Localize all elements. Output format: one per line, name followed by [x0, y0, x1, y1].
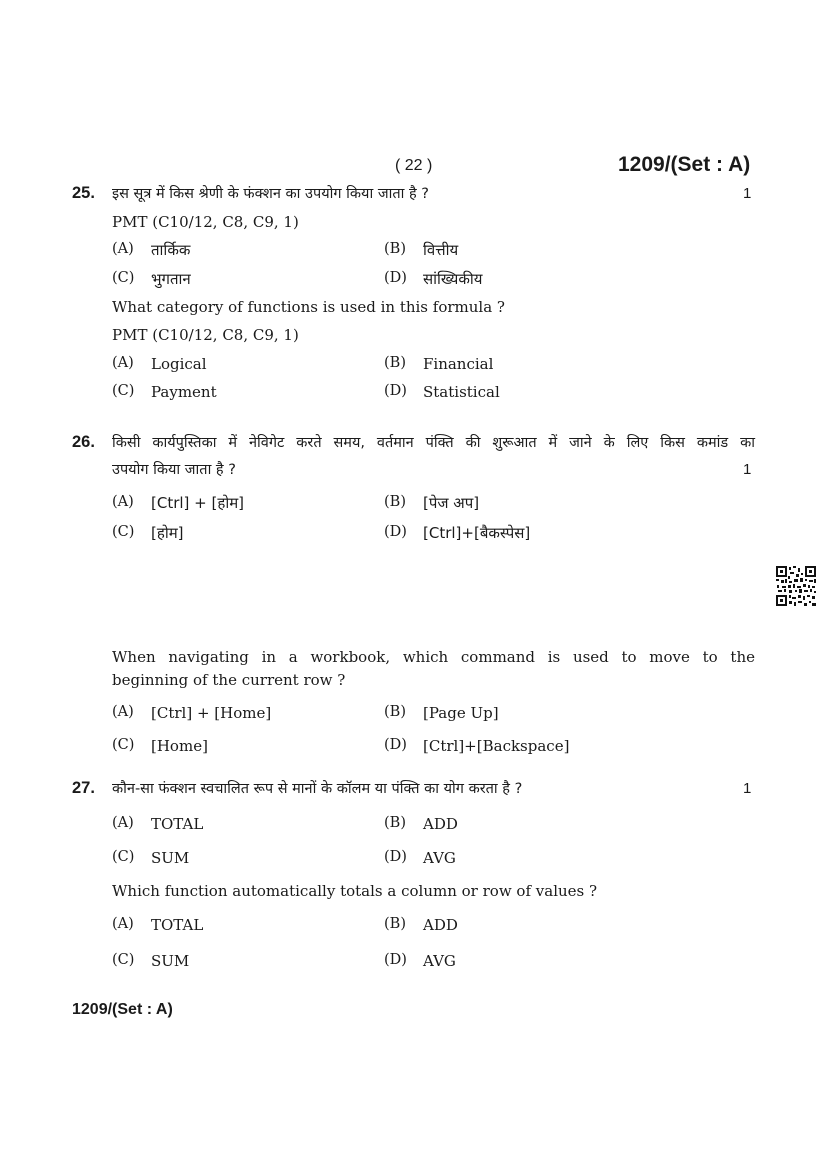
question-number-25: 25.	[72, 184, 95, 202]
q27-hi-option-b-text: ADD	[423, 815, 458, 833]
question-25-hindi-formula: PMT (C10/12, C8, C9, 1)	[112, 213, 299, 231]
q25-hi-option-b-text: वित्तीय	[423, 241, 459, 259]
question-25-english-text: What category of functions is used in this formula ?	[112, 298, 505, 316]
question-26-marks: 1	[743, 461, 752, 478]
question-26-hindi-line2: उपयोग किया जाता है ?	[112, 462, 236, 478]
q27-hi-option-c-letter: (C)	[112, 849, 135, 865]
q25-en-option-d-letter: (D)	[384, 383, 407, 399]
q27-hi-option-a-text: TOTAL	[151, 815, 204, 833]
q27-hi-option-d-letter: (D)	[384, 849, 407, 865]
q26-hi-option-a-text: [Ctrl] + [होम]	[151, 494, 245, 512]
q27-en-option-c-text: SUM	[151, 952, 190, 970]
question-27-marks: 1	[743, 780, 752, 797]
question-26-english-line1: When navigating in a workbook, which command is used to move to the	[112, 648, 755, 666]
q27-en-option-d-letter: (D)	[384, 952, 407, 968]
q25-hi-option-c-letter: (C)	[112, 270, 135, 286]
q26-en-option-b-text: [Page Up]	[423, 704, 499, 722]
q27-hi-option-a-letter: (A)	[112, 815, 134, 831]
question-27-hindi-text: कौन-सा फंक्शन स्वचालित रूप से मानों के कॉलम या पंक्ति का योग करता है ?	[112, 781, 523, 797]
q26-hi-option-c-letter: (C)	[112, 524, 135, 540]
q26-en-option-c-text: [Home]	[151, 737, 208, 755]
q27-en-option-a-text: TOTAL	[151, 916, 204, 934]
q26-hi-option-a-letter: (A)	[112, 494, 134, 510]
q27-en-option-b-letter: (B)	[384, 916, 406, 932]
q27-en-option-d-text: AVG	[423, 952, 456, 970]
q26-en-option-a-letter: (A)	[112, 704, 134, 720]
question-25-marks: 1	[743, 185, 752, 202]
set-code-header: 1209/(Set : A)	[618, 153, 751, 176]
q27-hi-option-d-text: AVG	[423, 849, 456, 867]
question-26-hindi-line1: किसी कार्यपुस्तिका में नेविगेट करते समय, वर्तमान पंक्ति की शुरूआत में जाने के लिए किस कमांड का	[112, 435, 755, 451]
q26-en-option-d-letter: (D)	[384, 737, 407, 753]
q25-hi-option-b-letter: (B)	[384, 241, 406, 257]
set-code-footer: 1209/(Set : A)	[72, 1001, 173, 1018]
q26-en-option-d-text: [Ctrl]+[Backspace]	[423, 737, 570, 755]
q26-hi-option-d-text: [Ctrl]+[बैकस्पेस]	[423, 524, 531, 542]
q25-hi-option-a-letter: (A)	[112, 241, 134, 257]
q25-en-option-b-letter: (B)	[384, 355, 406, 371]
q26-hi-option-b-text: [पेज अप]	[423, 494, 480, 512]
q27-hi-option-c-text: SUM	[151, 849, 190, 867]
q25-en-option-c-letter: (C)	[112, 383, 135, 399]
q26-en-option-c-letter: (C)	[112, 737, 135, 753]
q25-en-option-a-letter: (A)	[112, 355, 134, 371]
q26-hi-option-b-letter: (B)	[384, 494, 406, 510]
question-27-english-text: Which function automatically totals a column or row of values ?	[112, 882, 598, 900]
question-number-26: 26.	[72, 433, 95, 451]
q27-hi-option-b-letter: (B)	[384, 815, 406, 831]
q25-en-option-b-text: Financial	[423, 355, 494, 373]
q27-en-option-b-text: ADD	[423, 916, 458, 934]
q25-hi-option-d-letter: (D)	[384, 270, 407, 286]
q26-en-option-b-letter: (B)	[384, 704, 406, 720]
page-number: ( 22 )	[395, 157, 433, 174]
q27-en-option-c-letter: (C)	[112, 952, 135, 968]
q25-en-option-d-text: Statistical	[423, 383, 500, 401]
question-25-english-formula: PMT (C10/12, C8, C9, 1)	[112, 326, 299, 344]
q26-hi-option-d-letter: (D)	[384, 524, 407, 540]
question-25-hindi-text: इस सूत्र में किस श्रेणी के फंक्शन का उपयोग किया जाता है ?	[112, 186, 429, 202]
q25-hi-option-d-text: सांख्यिकीय	[423, 270, 483, 288]
question-number-27: 27.	[72, 779, 95, 797]
q26-hi-option-c-text: [होम]	[151, 524, 184, 542]
q27-en-option-a-letter: (A)	[112, 916, 134, 932]
q26-en-option-a-text: [Ctrl] + [Home]	[151, 704, 272, 722]
question-26-english-line2: beginning of the current row ?	[112, 671, 346, 689]
qr-code-icon	[776, 566, 816, 606]
q25-hi-option-a-text: तार्किक	[151, 241, 191, 259]
q25-en-option-a-text: Logical	[151, 355, 207, 373]
q25-hi-option-c-text: भुगतान	[151, 270, 191, 288]
q25-en-option-c-text: Payment	[151, 383, 217, 401]
